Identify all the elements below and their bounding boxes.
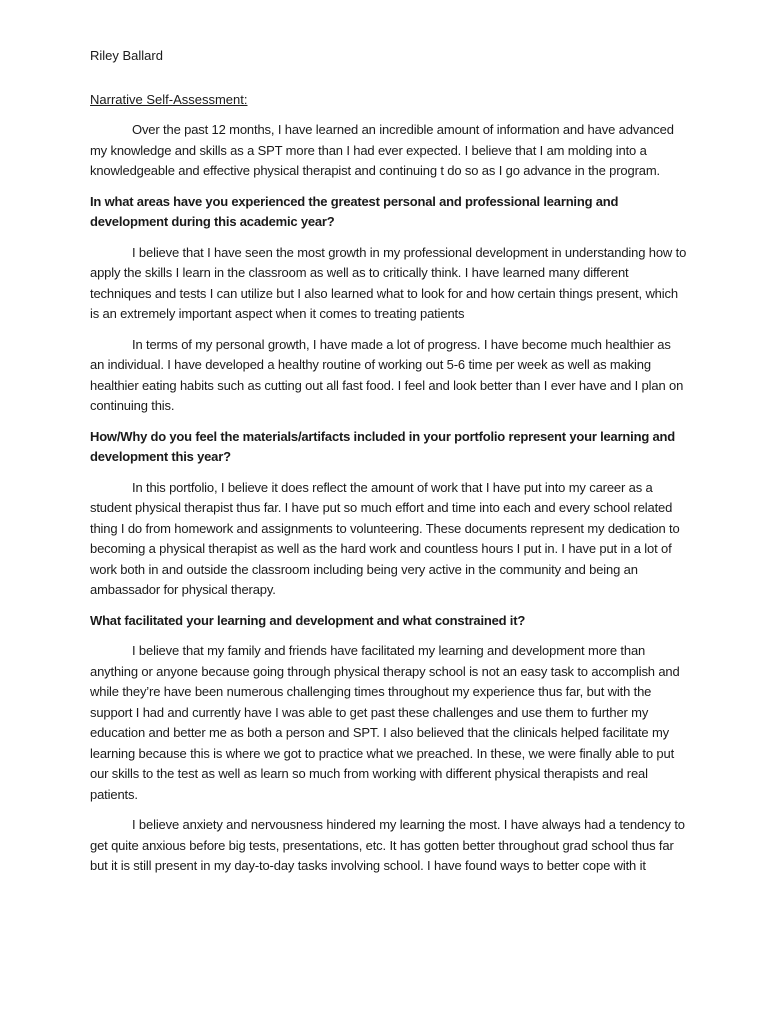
answer-3-paragraph-2: I believe anxiety and nervousness hindered my learning the most. I have always had a tendency to get quite anxious before big tests, presentations, etc. It has gotten better throughout grad school thus far but it is still present in my day-to-day tasks involving school. I have found ways to better cope with it (90, 817, 685, 873)
question-2: How/Why do you feel the materials/artifacts included in your portfolio represent your learning and development this year? (90, 428, 675, 464)
intro-paragraph: Over the past 12 months, I have learned an incredible amount of information and have advanced my knowledge and skills as a SPT more than I had ever expected. I believe that I am molding into a knowledgeable and effective physical therapist and continuing t do so as I go advance in the program. (90, 122, 674, 178)
question-3: What facilitated your learning and development and what constrained it? (90, 612, 526, 628)
answer-1-paragraph-1: I believe that I have seen the most growth in my professional development in understanding how to apply the skills I learn in the classroom as well as to critically think. I have learned many different techniques and tests I can utilize but I also learned what to look for and how certain things present, which is an extremely important aspect when it comes to treating patients (90, 244, 687, 321)
author-name: Riley Ballard (90, 48, 163, 63)
question-1: In what areas have you experienced the greatest personal and professional learning and development during this academic year? (90, 193, 619, 229)
document-title: Narrative Self-Assessment: (90, 92, 248, 107)
answer-3-paragraph-1: I believe that my family and friends have facilitated my learning and development more than anything or anyone because going through physical therapy school is not an easy task to accomplish and while they’re have been numerous challenging times throughout my experience thus far, but with the support I had and currently have I was able to get past these challenges and use them to further my education and better me as both a person and SPT. I also believed that the clinicals helped facilitate my learning because this is where we got to practice what we preached. In these, we were finally able to put our skills to the test as well as learn so much from working with different physical therapists and real patients. (90, 643, 680, 802)
answer-2-paragraph-1: In this portfolio, I believe it does reflect the amount of work that I have put into my career as a student physical therapist thus far. I have put so much effort and time into each and every school related thing I do from homework and assignments to volunteering. These documents represent my dedication to becoming a physical therapist as well as the hard work and countless hours I put in. I have put in a lot of work both in and outside the classroom including being very active in the community and being an ambassador for physical therapy. (90, 479, 680, 597)
answer-1-paragraph-2: In terms of my personal growth, I have made a lot of progress. I have become much healthier as an individual. I have developed a healthy routine of working out 5-6 time per week as well as making healthier eating habits such as cutting out all fast food. I feel and look better than I ever have and I plan on continuing this. (90, 336, 684, 413)
